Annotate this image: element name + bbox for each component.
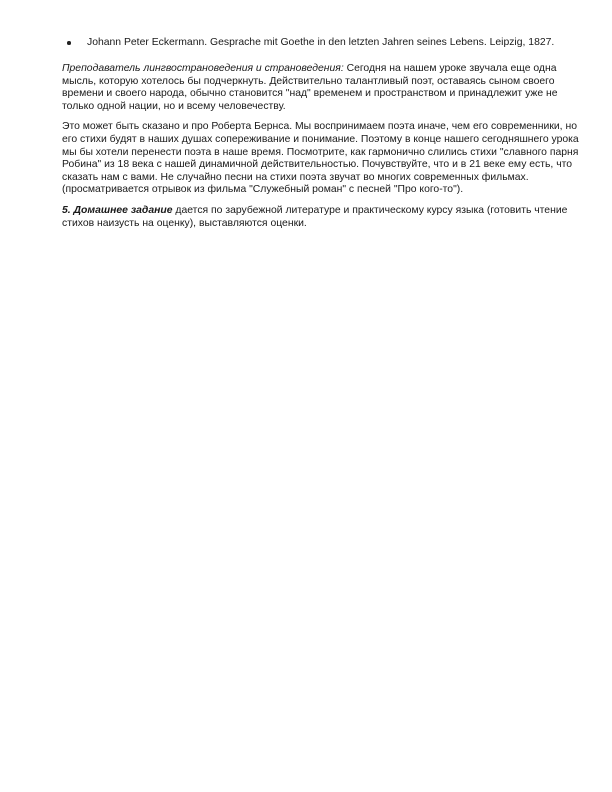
teacher-text: Сегодня на нашем уроке звучала еще одна мысль, которую хотелось бы подчеркнуть. Действительно талантливый поэт, оставаясь сыном своего времени и своего народа, обычно становится "над" временем и пространством и принадлежит уже не только одной нации, но и всему человечеству. — [62, 63, 558, 112]
homework-label: 5. Домашнее задание — [62, 204, 173, 216]
teacher-paragraph — [62, 63, 582, 113]
reference-item — [62, 36, 582, 49]
speaker-label: Преподаватель лингвострановедения и страноведения: — [62, 63, 344, 74]
burns-paragraph: Это может быть сказано и про Роберта Бернса. Мы воспринимаем поэта иначе, чем его современники, но его стихи будят в наших душах сопереживание и понимание. Поэтому в конце нашего сегодняшнего урока мы бы хотели перенести поэта в наше время. Посмотрите, как гармонично слились стихи "славного парня Робина" из 18 века с нашей динамичной действительностью. Почувствуйте, что и в 21 веке ему есть, что сказать нам с вами. Не случайно песни на стихи поэта звучат во многих современных фильмах.(просматривается отрывок из фильма "Служебный роман" с песней "Про кого-то"). — [62, 121, 579, 196]
homework-paragraph — [62, 205, 582, 230]
homework-text: дается по зарубежной литературе и практическому курсу языка (готовить чтение стихов наизусть на оценку), выставляются оценки. — [62, 204, 568, 229]
reference-list — [62, 36, 582, 49]
bullet-icon — [67, 41, 71, 45]
document-page — [62, 36, 582, 230]
reference-text: Johann Peter Eckermann. Gesprache mit Goethe in den letzten Jahren seines Lebens. Leipzig, 1827. — [87, 37, 555, 48]
